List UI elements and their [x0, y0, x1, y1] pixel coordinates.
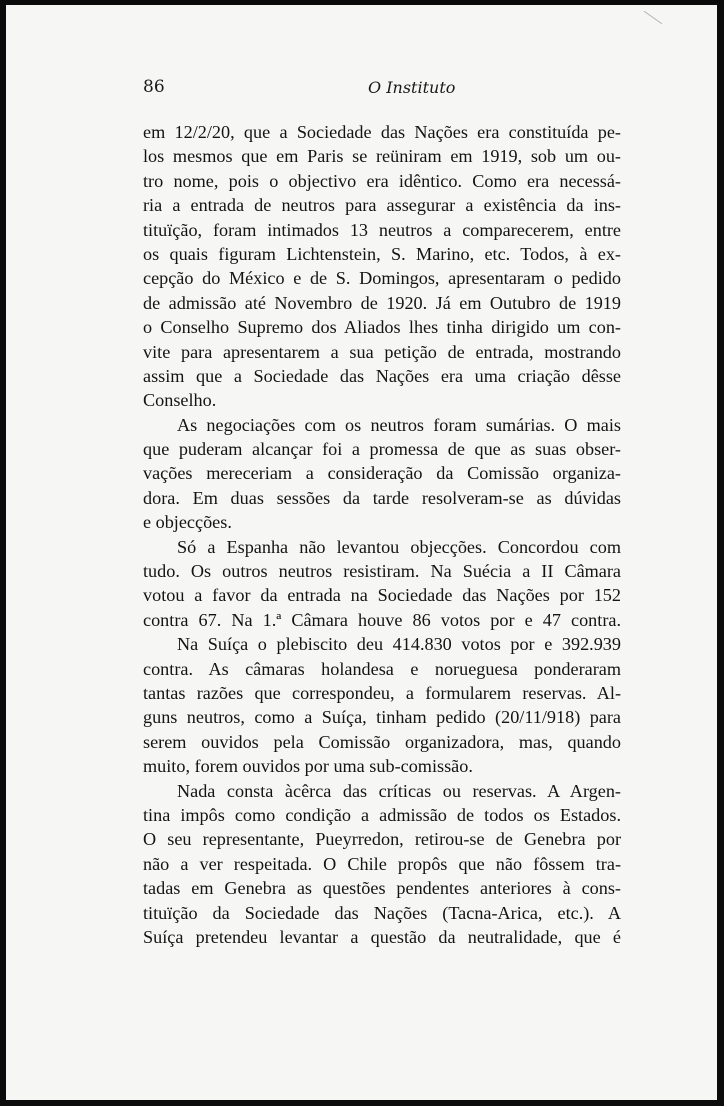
body-text: [143, 120, 621, 949]
text-line: vações mereceriam a consideração da Comissão organiza-: [143, 463, 621, 484]
text-line: o Conselho Supremo dos Aliados lhes tinha dirigido um con-: [143, 317, 621, 338]
text-line: Na Suíça o plebiscito deu 414.830 votos por e 392.939: [177, 634, 621, 655]
text-line: vite para apresentarem a sua petição de entrada, mostrando: [143, 341, 621, 362]
text-line: em 12/2/20, que a Sociedade das Nações era constituída pe-: [143, 122, 621, 142]
running-title: O Instituto: [368, 78, 456, 97]
page-header: [143, 77, 620, 101]
text-line: Nada consta àcêrca das críticas ou reservas. A Argen-: [177, 780, 621, 801]
text-line: As negociações com os neutros foram sumárias. O mais: [177, 414, 621, 435]
text-line: Conselho.: [143, 390, 217, 411]
text-line: contra. As câmaras holandesa e norueguesa ponderaram: [143, 658, 621, 679]
scan-mark: [644, 11, 663, 24]
book-page: [6, 5, 717, 1100]
text-line: muito, forem ouvidos por uma sub-comissão.: [143, 756, 473, 777]
text-line: assim que a Sociedade das Nações era uma criação dêsse: [143, 365, 621, 386]
text-line: tro nome, pois o objectivo era idêntico. Como era necessá-: [143, 170, 621, 191]
text-line: dora. Em duas sessões da tarde resolveram-se as dúvidas: [143, 487, 621, 508]
text-line: não a ver respeitada. O Chile propôs que não fôssem tra-: [143, 853, 621, 874]
text-line: tudo. Os outros neutros resistiram. Na Suécia a II Câmara: [143, 561, 621, 582]
text-line: de admissão até Novembro de 1920. Já em Outubro de 1919: [143, 292, 621, 313]
text-line: guns neutros, como a Suíça, tinham pedido (20/11/918) para: [143, 707, 621, 728]
text-line: Suíça pretendeu levantar a questão da neutralidade, que é: [143, 926, 621, 947]
text-line: e objecções.: [143, 512, 232, 533]
paragraph: [143, 632, 621, 778]
text-line: tadas em Genebra as questões pendentes anteriores à cons-: [143, 878, 621, 899]
text-line: tina impôs como condição a admissão de todos os Estados.: [143, 804, 621, 825]
text-line: votou a favor da entrada na Sociedade das Nações por 152: [143, 585, 621, 606]
paragraph: [143, 413, 621, 535]
text-line: ria a entrada de neutros para assegurar a existência da ins-: [143, 195, 621, 216]
paragraph: [143, 535, 621, 633]
text-line: tantas razões que correspondeu, a formularem reservas. Al-: [143, 682, 621, 703]
text-line: os quais figuram Lichtenstein, S. Marino, etc. Todos, à ex-: [143, 243, 621, 264]
page-number: 86: [143, 77, 165, 97]
text-line: O seu representante, Pueyrredon, retirou-se de Genebra por: [143, 829, 621, 850]
text-line: tituïção, foram intimados 13 neutros a comparecerem, entre: [143, 219, 621, 240]
text-line-part: los mesmos que em Paris se reüniram em 1919, sob um ou-: [143, 146, 621, 167]
paragraph: [143, 120, 621, 413]
text-line: cepção do México e de S. Domingos, apresentaram o pedido: [143, 268, 621, 289]
text-line: tituïção da Sociedade das Nações (Tacna-Arica, etc.). A: [143, 902, 621, 923]
text-line: Só a Espanha não levantou objecções. Concordou com: [177, 536, 621, 557]
text-line: contra 67. Na 1.ª Câmara houve 86 votos por e 47 contra.: [143, 609, 621, 630]
text-line: serem ouvidos pela Comissão organizadora, mas, quando: [143, 731, 621, 752]
paragraph: [143, 779, 621, 950]
text-line: que puderam alcançar foi a promessa de que as suas obser-: [143, 439, 621, 460]
text-line: [143, 144, 621, 168]
